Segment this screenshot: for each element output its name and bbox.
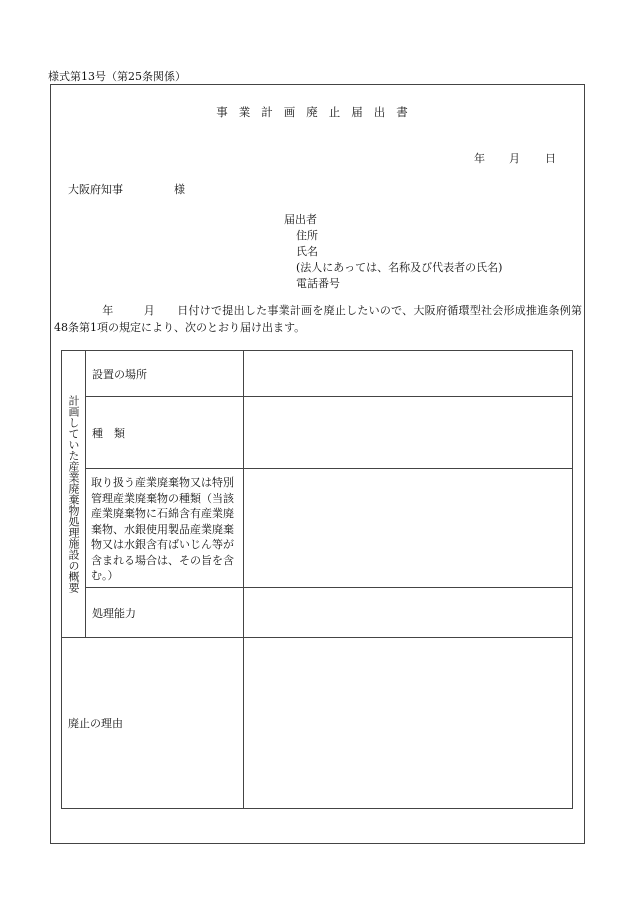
notification-statement: [54, 302, 582, 336]
table-row: [62, 638, 573, 809]
statement-year-label: 年: [102, 304, 114, 317]
location-label: 設置の場所: [86, 351, 244, 397]
notifier-name-label: 氏名: [296, 245, 318, 258]
form-number: 様式第13号（第25条関係）: [48, 70, 186, 83]
type-label: 種 類: [86, 397, 244, 469]
waste-type-label: 取り扱う産業廃棄物又は特別管理産業廃棄物の種類（当該産業廃棄物に石綿含有産業廃棄物、水銀使用製品産業廃棄物又は水銀含有ばいじん等が含まれる場合は、その旨を含む。）: [86, 469, 244, 588]
type-field[interactable]: [244, 397, 573, 469]
facility-overview-table: [61, 350, 573, 809]
addressee-name: 大阪府知事: [68, 183, 123, 196]
notifier-phone-label: 電話番号: [296, 277, 340, 290]
capacity-field[interactable]: [244, 588, 573, 638]
location-field[interactable]: [244, 351, 573, 397]
table-row: [62, 351, 573, 397]
waste-type-field[interactable]: [244, 469, 573, 588]
facility-group-label-cell: [62, 351, 86, 638]
capacity-label: 処理能力: [86, 588, 244, 638]
reason-field[interactable]: [244, 638, 573, 809]
table-row: [62, 397, 573, 469]
notifier-corp-note: (法人にあっては、名称及び代表者の氏名): [296, 261, 503, 274]
statement-month-label: 月: [143, 304, 156, 317]
form-title: 事業計画廃止届出書: [216, 105, 419, 119]
statement-text: 日付けで提出した事業計画を廃止したいので、大阪府循環型社会形成推進条例第48条第1項の規定により、次のとおり届け出ます。: [54, 304, 583, 334]
table-row: [62, 588, 573, 638]
addressee-honorific: 様: [174, 183, 185, 196]
facility-group-label: 計画していた産業廃棄物処理施設の概要: [67, 395, 80, 593]
table-row: [62, 469, 573, 588]
reason-label: 廃止の理由: [62, 638, 244, 809]
notifier-address-label: 住所: [296, 229, 318, 242]
date-day-label: 日: [545, 152, 556, 165]
notifier-heading: 届出者: [284, 213, 317, 226]
date-month-label: 月: [509, 152, 520, 165]
date-year-label: 年: [474, 152, 485, 165]
